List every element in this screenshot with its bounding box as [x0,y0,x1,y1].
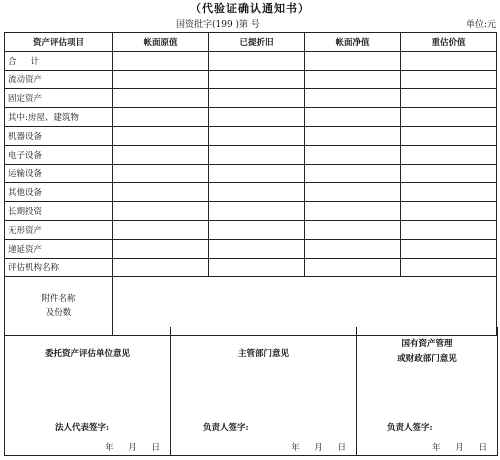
column-header: 帐面净值 [305,33,401,52]
row-label: 评估机构名称 [5,258,113,277]
value-cell[interactable] [113,183,209,202]
table-row [5,239,497,258]
value-cell[interactable] [305,220,401,239]
table-row [5,164,497,183]
value-cell[interactable] [209,220,305,239]
table-row [5,126,497,145]
value-cell[interactable] [401,89,497,108]
table-row [5,220,497,239]
row-label: 电子设备 [5,145,113,164]
client-opinion-box[interactable] [5,327,171,455]
opinion-title: 国有资产管理 或财政部门意见 [397,339,457,364]
table-row [5,258,497,277]
value-cell[interactable] [113,70,209,89]
table-row [5,202,497,221]
value-cell[interactable] [209,126,305,145]
value-cell[interactable] [209,183,305,202]
date-label: 年 月 日 [291,443,346,453]
value-cell[interactable] [401,164,497,183]
table-header-row [5,33,497,52]
row-label: 固定资产 [5,89,113,108]
signature-label: 负责人签字: [387,423,433,433]
signature-label: 法人代表签字: [55,423,110,433]
date-label: 年 月 日 [432,443,487,453]
value-cell[interactable] [401,51,497,70]
value-cell[interactable] [209,258,305,277]
value-cell[interactable] [305,89,401,108]
table-row [5,145,497,164]
attachment-label: 附件名称 及份数 [5,277,113,336]
form-title: （代验证确认通知书） [190,2,310,15]
state-asset-opinion-box[interactable] [357,327,497,455]
value-cell[interactable] [305,51,401,70]
row-label: 无形资产 [5,220,113,239]
opinion-title: 委托资产评估单位意见 [44,349,130,359]
value-cell[interactable] [401,258,497,277]
value-cell[interactable] [401,202,497,221]
value-cell[interactable] [401,70,497,89]
row-label: 其中:房屋、建筑物 [5,108,113,127]
value-cell[interactable] [401,239,497,258]
opinion-title: 主管部门意见 [237,349,289,359]
value-cell[interactable] [113,126,209,145]
row-label: 递延资产 [5,239,113,258]
value-cell[interactable] [209,70,305,89]
table-row [5,70,497,89]
value-cell[interactable] [305,70,401,89]
value-cell[interactable] [113,51,209,70]
table-row [5,89,497,108]
value-cell[interactable] [113,164,209,183]
date-label: 年 月 日 [105,443,160,453]
value-cell[interactable] [113,89,209,108]
row-label: 流动资产 [5,70,113,89]
value-cell[interactable] [401,126,497,145]
value-cell[interactable] [305,258,401,277]
signature-label: 负责人签字: [203,423,249,433]
value-cell[interactable] [113,108,209,127]
value-cell[interactable] [209,239,305,258]
value-cell[interactable] [305,202,401,221]
value-cell[interactable] [113,239,209,258]
value-cell[interactable] [209,108,305,127]
value-cell[interactable] [305,183,401,202]
column-header: 资产评估项目 [5,33,113,52]
value-cell[interactable] [401,183,497,202]
row-label: 其他设备 [5,183,113,202]
column-header: 帐面原值 [113,33,209,52]
value-cell[interactable] [305,145,401,164]
table-row [5,183,497,202]
opinions-section [4,327,498,456]
value-cell[interactable] [401,145,497,164]
value-cell[interactable] [305,164,401,183]
value-cell[interactable] [305,126,401,145]
value-cell[interactable] [209,89,305,108]
column-header: 重估价值 [401,33,497,52]
value-cell[interactable] [305,108,401,127]
value-cell[interactable] [209,164,305,183]
document-number: 国资批字(199 )第 号 [176,20,260,30]
value-cell[interactable] [113,202,209,221]
row-label: 长期投资 [5,202,113,221]
row-label: 机器设备 [5,126,113,145]
row-label: 运输设备 [5,164,113,183]
value-cell[interactable] [113,258,209,277]
value-cell[interactable] [401,108,497,127]
row-label: 合计 [5,51,113,70]
value-cell[interactable] [209,51,305,70]
table-row [5,51,497,70]
value-cell[interactable] [209,145,305,164]
value-cell[interactable] [305,239,401,258]
value-cell[interactable] [113,145,209,164]
value-cell[interactable] [401,220,497,239]
asset-valuation-table [4,32,497,336]
supervisor-opinion-box[interactable] [171,327,357,455]
value-cell[interactable] [209,202,305,221]
value-cell[interactable] [113,220,209,239]
table-row [5,108,497,127]
currency-unit: 单位:元 [465,20,496,30]
column-header: 已提折旧 [209,33,305,52]
